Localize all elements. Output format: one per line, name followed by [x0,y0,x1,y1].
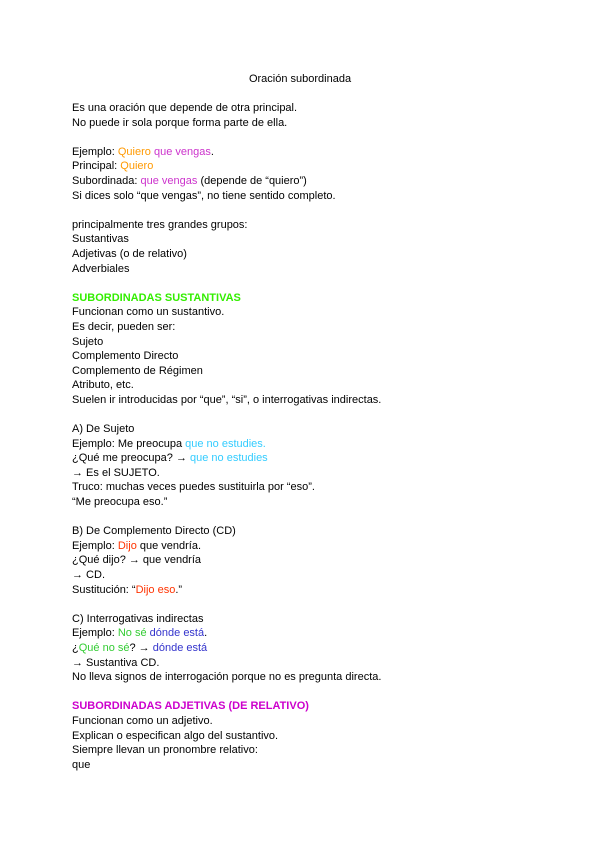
example-line [72,539,532,554]
blank-line [72,130,532,145]
blank-line [72,685,532,700]
highlight-subordinada: dónde está [149,627,205,640]
question-line: ¿Qué dijo? → que vendría [72,554,202,567]
section-line: que [72,758,91,771]
text: Ejemplo: [72,539,118,552]
section-heading-sustantivas: SUBORDINADAS SUSTANTIVAS [72,291,241,304]
group-item: Sustantivas [72,233,129,246]
blank-line [72,510,532,525]
subsection-title-sujeto: A) De Sujeto [72,423,135,436]
tip-line: “Me preocupa eso.” [72,496,168,509]
document-title: Oración subordinada [248,73,352,85]
text: Ejemplo: Me preocupa [72,437,186,450]
subsection-title-cd: B) De Complemento Directo (CD) [72,525,236,538]
text: . [210,145,214,158]
document-body [72,101,532,772]
blank-line [72,597,532,612]
section-heading-adjetivas: SUBORDINADAS ADJETIVAS (DE RELATIVO) [72,700,309,713]
section-line: Complemento de Régimen [72,364,203,377]
highlight-subordinada: que vengas [140,174,198,187]
highlight-principal: Quiero [117,145,151,158]
group-item: Adjetivas (o de relativo) [72,247,187,260]
group-item: Adverbiales [72,262,130,275]
example-line [72,626,532,641]
section-line: Siempre llevan un pronombre relativo: [72,744,258,757]
highlight-principal: Quiero [120,160,154,173]
highlight-principal: No sé [117,627,147,640]
tip-line: Truco: muchas veces puedes sustituirla por “eso”. [72,481,315,494]
text: .” [175,583,183,596]
intro-line: Es una oración que depende de otra principal. [72,102,298,114]
highlight-verb: Dijo [117,539,137,552]
text: Sustitución: “ [72,583,136,596]
section-line: Sujeto [72,335,104,348]
text: ? → [129,641,153,654]
principal-line [72,159,532,174]
result-line: → CD. [72,569,105,581]
groups-intro: principalmente tres grandes grupos: [72,218,248,231]
blank-line [72,203,532,218]
text: ¿ [72,641,79,654]
section-line: Funcionan como un adjetivo. [72,714,213,727]
question-line [72,641,532,656]
section-line: Complemento Directo [72,350,179,363]
highlight-subordinada: dónde está [152,641,208,654]
text: Principal: [72,160,121,173]
section-line: Es decir, pueden ser: [72,320,176,333]
blank-line [72,407,532,422]
highlight-subordinada: que no estudies [190,452,268,465]
highlight-principal: Qué no sé [78,641,130,654]
explanation-line: Si dices solo “que vengas”, no tiene sentido completo. [72,189,336,202]
text: Ejemplo: [72,627,118,640]
text: que vendría. [136,539,202,552]
example-line [72,437,532,452]
text: . [204,627,208,640]
intro-line: No puede ir sola porque forma parte de ella. [72,116,288,129]
example-line [72,145,532,160]
subordinada-line [72,174,532,189]
highlight-subordinada: que no estudies. [185,437,266,450]
section-line: Funcionan como un sustantivo. [72,306,225,319]
substitution-line [72,583,532,598]
text: (depende de “quiero”) [197,174,307,187]
note-line: No lleva signos de interrogación porque no es pregunta directa. [72,671,382,684]
highlight-subordinada: que vengas [153,145,211,158]
section-line: Atributo, etc. [72,379,134,392]
subsection-title-interrogativas: C) Interrogativas indirectas [72,612,204,625]
question-line [72,451,532,466]
section-line: Explican o especifican algo del sustantivo. [72,729,279,742]
text: Ejemplo: [72,145,118,158]
text: ¿Qué me preocupa? → [72,452,191,465]
result-line: → Sustantiva CD. [72,656,160,669]
text: Subordinada: [72,174,141,187]
highlight-verb: Dijo eso [135,583,176,596]
result-line: → Es el SUJETO. [72,466,160,479]
section-line: Suelen ir introducidas por “que”, “si”, o interrogativas indirectas. [72,393,382,406]
blank-line [72,276,532,291]
